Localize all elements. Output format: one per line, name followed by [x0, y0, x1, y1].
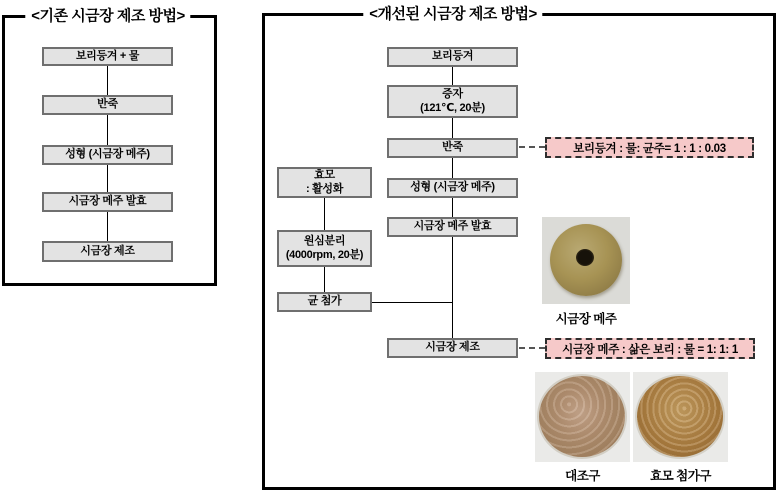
flow-box-barley: 보리등겨	[387, 47, 518, 67]
connector-line	[107, 212, 108, 241]
control-dish-shape	[537, 374, 627, 459]
yeast-dish-caption: 효모 첨가구	[650, 469, 711, 483]
flow-box-yeast-activation: 효모 : 활성화	[277, 167, 372, 198]
flow-box-manufacture: 시금장 제조	[387, 338, 518, 358]
flow-box-inoculation: 균 첨가	[277, 292, 372, 312]
flow-box-centrifugation: 원심분리 (4000rpm, 20분)	[277, 230, 372, 267]
connector-line	[452, 67, 453, 85]
control-dish-caption: 대조구	[565, 469, 600, 483]
flow-box-kneading: 반죽	[387, 138, 518, 158]
connector-line	[107, 115, 108, 145]
connector-line	[372, 302, 452, 303]
flow-box-barley-water: 보리등겨 + 물	[42, 47, 173, 66]
meju-donut-shape	[550, 224, 622, 296]
meju-photo-caption: 시금장 메주	[555, 312, 617, 326]
flow-box-kneading-existing: 반죽	[42, 95, 173, 115]
flow-box-manufacture-existing: 시금장 제조	[42, 241, 173, 262]
connector-line	[107, 165, 108, 192]
existing-method-title: <기존 시금장 제조 방법>	[25, 5, 190, 26]
connector-line	[452, 118, 453, 138]
dashed-connector	[519, 146, 545, 148]
flow-box-shaping-existing: 성형 (시금장 메주)	[42, 145, 173, 165]
connector-line	[452, 198, 453, 217]
control-dish-photo	[535, 372, 630, 462]
connector-line	[452, 237, 453, 338]
flow-box-steaming: 증자 (121℃, 20분)	[387, 85, 518, 118]
yeast-dish-photo	[633, 372, 728, 462]
connector-line	[107, 66, 108, 95]
flow-box-shaping: 성형 (시금장 메주)	[387, 178, 518, 198]
improved-method-title: <개선된 시금장 제조 방법>	[363, 3, 542, 24]
meju-photo	[542, 217, 630, 304]
connector-line	[324, 198, 325, 230]
flow-box-fermentation-existing: 시금장 메주 발효	[42, 192, 173, 212]
note-manufacture-ratio: 시금장 메주 : 삶은 보리 : 물 = 1: 1: 1	[545, 338, 755, 359]
dashed-connector	[519, 347, 545, 349]
connector-line	[324, 267, 325, 292]
meju-donut-hole	[576, 249, 594, 266]
yeast-dish-shape	[635, 374, 725, 459]
note-kneading-ratio: 보리등겨 : 물: 균주= 1 : 1 : 0.03	[545, 137, 754, 158]
flow-box-fermentation: 시금장 메주 발효	[387, 217, 518, 237]
connector-line	[452, 158, 453, 178]
